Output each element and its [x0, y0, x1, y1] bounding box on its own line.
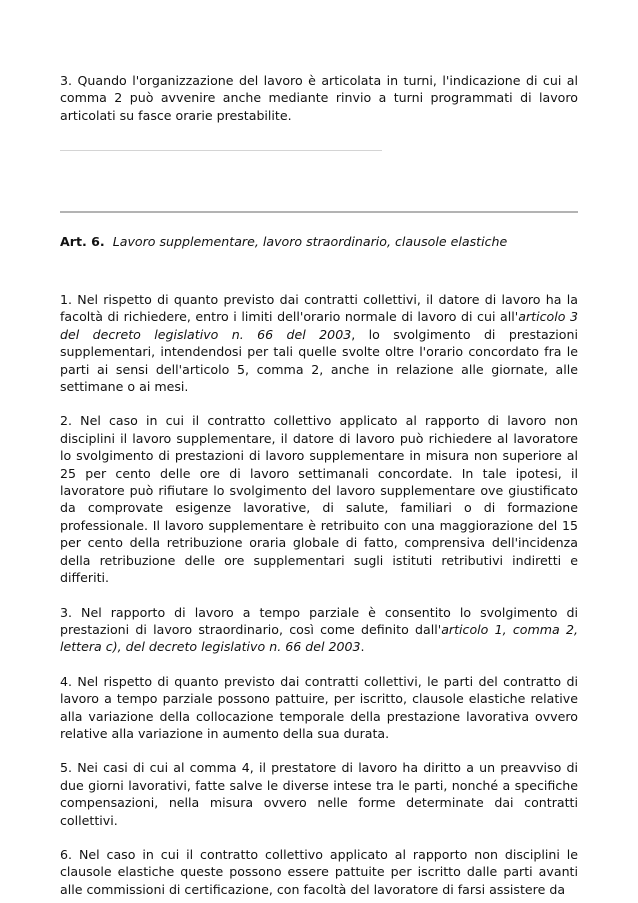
section-divider	[60, 211, 578, 213]
paragraph-text: 5. Nei casi di cui al comma 4, il prestatore di lavoro ha diritto a un preavviso di due giorni lavorativi, fatte salve le diverse intese tra le parti, nonché a specifiche compensazioni, nella misura ovvero nelle forme determinate dai contratti collettivi.	[60, 760, 578, 828]
paragraph-text: 2. Nel caso in cui il contratto collettivo applicato al rapporto di lavoro non disciplini il lavoro supplementare, il datore di lavoro può richiedere al lavoratore lo svolgimento di prestazioni di lavoro supplementare in misura non superiore al 25 per cento delle ore di lavoro settimanali concordate. In tale ipotesi, il lavoratore può rifiutare lo svolgimento del lavoro supplementare ove giustificato da comprovate esigenze lavorative, di salute, familiari o di formazione professionale. Il lavoro supplementare è retribuito con una maggiorazione del 15 per cento della retribuzione oraria globale di fatto, comprensiva dell'incidenza della retribuzione delle ore supplementari sugli istituti retributivi indiretti e differiti.	[60, 413, 578, 586]
paragraph-text: 4. Nel rispetto di quanto previsto dai contratti collettivi, le parti del contratto di lavoro a tempo parziale possono pattuire, per iscritto, clausole elastiche relative alla variazione della collocazione temporale della prestazione lavorativa ovvero relative alla variazione in aumento della sua durata.	[60, 673, 578, 741]
paragraph-1	[60, 291, 578, 395]
law-reference-link[interactable]: articolo 3 del decreto legislativo n. 66 del 2003	[60, 309, 578, 342]
paragraph-text: 3. Nel rapporto di lavoro a tempo parziale è consentito lo svolgimento di prestazioni di lavoro straordinario, così come definito dall'	[60, 604, 578, 637]
paragraph-6	[60, 846, 578, 898]
paragraph-text: 1. Nel rispetto di quanto previsto dai contratti collettivi, il datore di lavoro ha la facoltà di richiedere, entro i limiti dell'orario normale di lavoro di cui all'	[60, 292, 578, 325]
paragraph-5	[60, 759, 578, 829]
law-reference-link[interactable]: articolo 1, comma 2, lettera c), del decreto legislativo n. 66 del 2003	[60, 621, 579, 655]
paragraph-4	[60, 673, 578, 743]
short-divider	[60, 150, 382, 151]
intro-paragraph: 3. Quando l'organizzazione del lavoro è articolata in turni, l'indicazione di cui al comma 2 può avvenire anche mediante rinvio a turni programmati di lavoro articolati su fasce orarie prestabilite.	[60, 73, 578, 123]
article-body	[60, 291, 578, 898]
article-title: Lavoro supplementare, lavoro straordinario, clausole elastiche	[112, 234, 508, 249]
paragraph-text: , lo svolgimento di prestazioni supplementari, intendendosi per tali quelle svolte oltre l'orario concordato fra le parti ai sensi dell'articolo 5, comma 2, anche in relazione alle giornate, alle settimane o ai mesi.	[60, 326, 578, 395]
article-number: Art. 6.	[60, 234, 105, 249]
paragraph-3	[60, 604, 578, 656]
paragraph-2	[60, 412, 578, 586]
paragraph-text: .	[360, 639, 365, 655]
paragraph-text: 6. Nel caso in cui il contratto collettivo applicato al rapporto non disciplini le clausole elastiche queste possono essere pattuite per iscritto dalle parti avanti alle commissioni di certificazione, con facoltà del lavoratore di farsi assistere da	[60, 846, 578, 897]
article-heading	[60, 233, 507, 250]
